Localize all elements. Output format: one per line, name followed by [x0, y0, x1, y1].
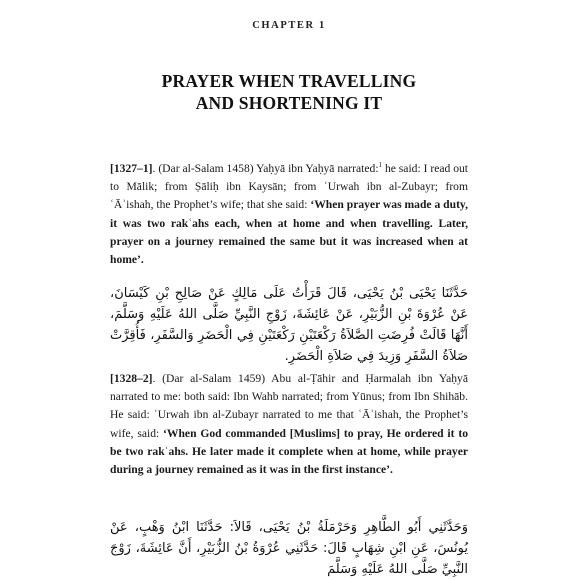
- chapter-title: [0, 70, 578, 114]
- chapter-title-line-1: PRAYER WHEN TRAVELLING: [161, 71, 417, 91]
- hadith-1327-arabic: [110, 283, 468, 367]
- hadith-number: [1328–2]: [110, 372, 153, 385]
- hadith-1328-arabic: [110, 517, 468, 580]
- chapter-title-line-2: AND SHORTENING IT: [195, 93, 383, 113]
- arabic-text: حَدَّثَنَا يَحْيَى بْنُ يَحْيَى، قَالَ قَرَأْتُ عَلَى مَالِكٍ عَنْ صَالِحِ بْنِ كَيْسَانَ، عَنْ عُرْوَةَ بْنِ الزُّبَيْرِ، عَنْ عَائِشَةَ، زَوْجِ النَّبِيِّ صَلَّى اللهُ عَلَيْهِ وَسَلَّمَ، أَنَّهَا قَالَتْ فُرِضَتِ الصَّلاَةُ رَكْعَتَيْنِ رَكْعَتَيْنِ فِي الْحَضَرِ وَالسَّفَرِ، فَأُقِرَّتْ صَلاَةُ السَّفَرِ وَزِيدَ فِي صَلاَةِ الْحَضَرِ.: [110, 286, 468, 364]
- hadith-1327-english: [110, 160, 468, 269]
- footnote-marker[interactable]: 1: [378, 161, 383, 170]
- hadith-chain: he said: I read out to Mālik; from Ṣāliḥ ibn Kaysān; from ʿUrwah ibn al-Zubayr; from ʿĀʾishah, the Prophet’s wife; that she said:: [110, 162, 469, 212]
- hadith-number: [1327–1]: [110, 162, 153, 175]
- hadith-intro: . (Dar al-Salam 1458) Yaḥyā ibn Yaḥyā narrated:: [152, 162, 379, 175]
- hadith-intro: . (Dar al-Salam 1459) Abu al-Ṭāhir and Ḥarmalah ibn Yaḥyā narrated to me: both said: Ibn Wahb narrated; from Yūnus; from Ibn Shihāb. He said: ʿUrwah ibn al-Zubayr narrated to me that ʿĀʾishah, the Prophet’s wife, said:: [110, 372, 468, 440]
- chapter-label: CHAPTER 1: [252, 20, 326, 31]
- hadith-matn: ‘When prayer was made a duty, it was two rakʿahs each, when at home and when travelling. Later, prayer on a journey remained the same but it was increased when at home’.: [110, 198, 468, 267]
- hadith-matn: ‘When God commanded [Muslims] to pray, He ordered it to be two rakʿahs. He later made it complete when at home, while prayer during a journey remained as it was in the first instance’.: [110, 426, 468, 477]
- arabic-text: وَحَدَّثَنِي أَبُو الطَّاهِرِ وَحَرْمَلَةُ بْنُ يَحْيَى، قَالاَ: حَدَّثَنَا ابْنُ وَهْبٍ، عَنْ يُونُسَ، عَنِ ابْنِ شِهَابٍ قَالَ: حَدَّثَنِي عُرْوَةُ بْنُ الزُّبَيْرِ، أَنَّ عَائِشَةَ، زَوْجَ النَّبِيِّ صَلَّى اللهُ عَلَيْهِ وَسَلَّمَ: [110, 520, 468, 577]
- hadith-1328-english: [110, 370, 468, 479]
